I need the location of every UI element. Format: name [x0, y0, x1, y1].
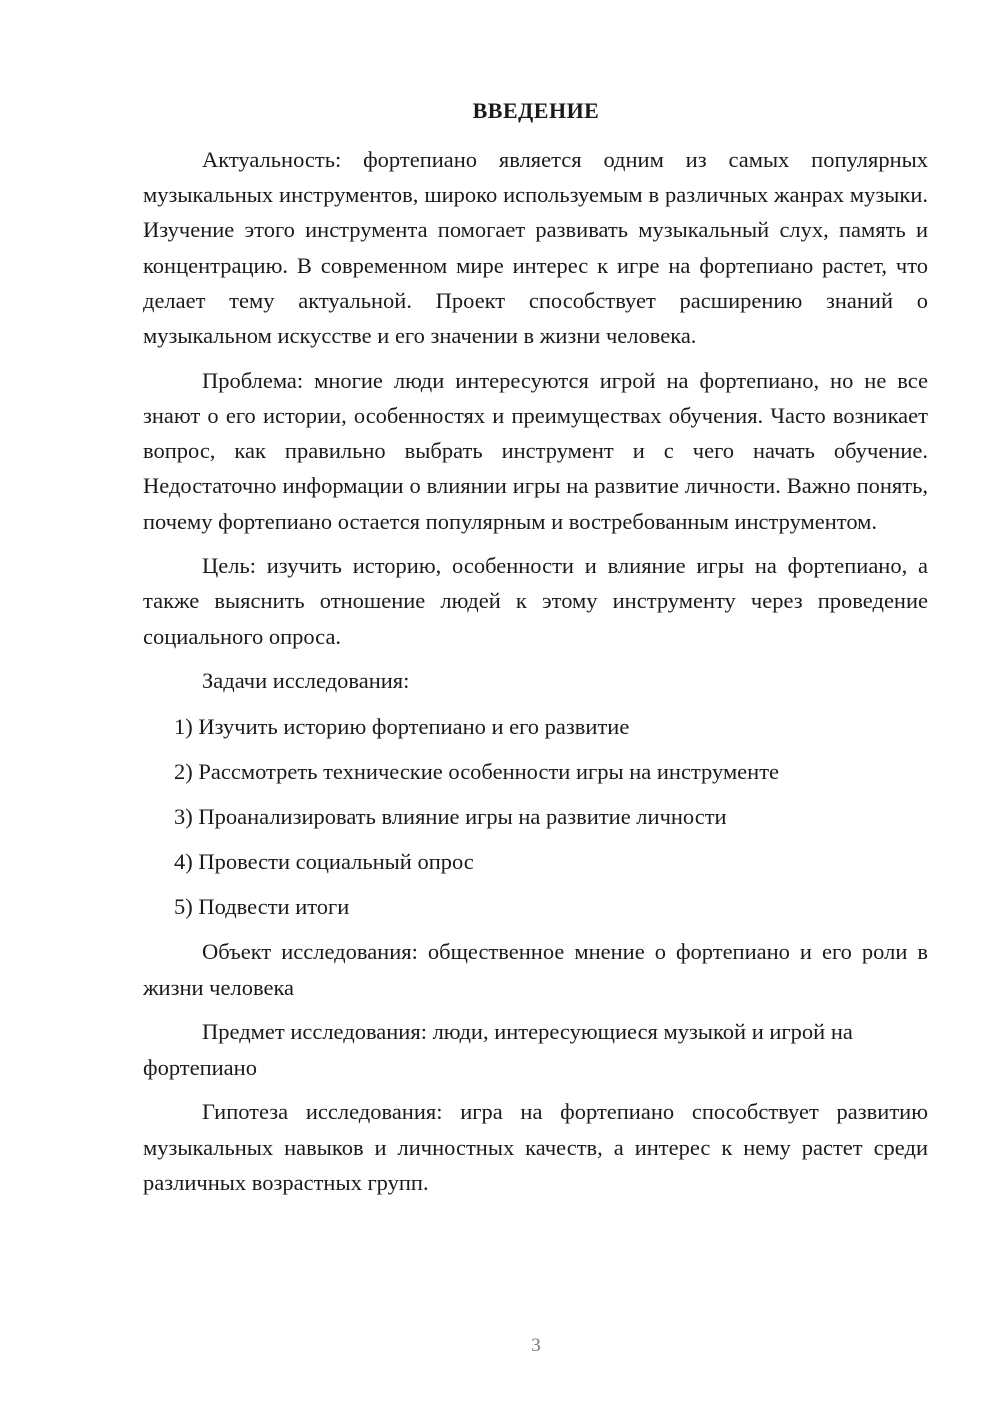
object-paragraph: Объект исследования: общественное мнение о фортепиано и его роли в жизни человека — [143, 939, 928, 1000]
task-item: 4) Провести социальный опрос — [174, 849, 474, 875]
task-item: 2) Рассмотреть технические особенности игры на инструменте — [174, 758, 780, 784]
body-text — [143, 142, 928, 1209]
hypothesis-paragraph: Гипотеза исследования: игра на фортепиано способствует развитию музыкальных навыков и личностных качеств, а интерес к нему растет среди различных возрастных групп. — [143, 1099, 928, 1195]
task-item: 1) Изучить историю фортепиано и его развитие — [174, 713, 630, 739]
task-item: 3) Проанализировать влияние игры на развитие личности — [174, 803, 727, 829]
tasks-heading: Задачи исследования: — [202, 668, 410, 694]
goal-paragraph: Цель: изучить историю, особенности и влияние игры на фортепиано, а также выяснить отношение людей к этому инструменту через проведение социального опроса. — [143, 553, 928, 649]
tasks-list — [143, 709, 928, 925]
section-title: ВВЕДЕНИЕ — [472, 98, 600, 123]
problem-paragraph: Проблема: многие люди интересуются игрой на фортепиано, но не все знают о его истории, особенностях и преимуществах обучения. Часто возникает вопрос, как правильно выбрать инструмент и с чего начать обучение. Недостаточно информации о влиянии игры на развитие личности. Важно понять, почему фортепиано остается популярным и востребованным инструментом. — [143, 367, 928, 534]
page-number: 3 — [531, 1335, 541, 1356]
subject-paragraph: Предмет исследования: люди, интересующиеся музыкой и игрой на фортепиано — [143, 1019, 853, 1080]
task-item: 5) Подвести итоги — [174, 894, 350, 920]
relevance-paragraph: Актуальность: фортепиано является одним из самых популярных музыкальных инструментов, широко используемым в различных жанрах музыки. Изучение этого инструмента помогает развивать музыкальный слух, память и концентрацию. В современном мире интерес к игре на фортепиано растет, что делает тему актуальной. Проект способствует расширению знаний о музыкальном искусстве и его значении в жизни человека. — [143, 147, 928, 349]
